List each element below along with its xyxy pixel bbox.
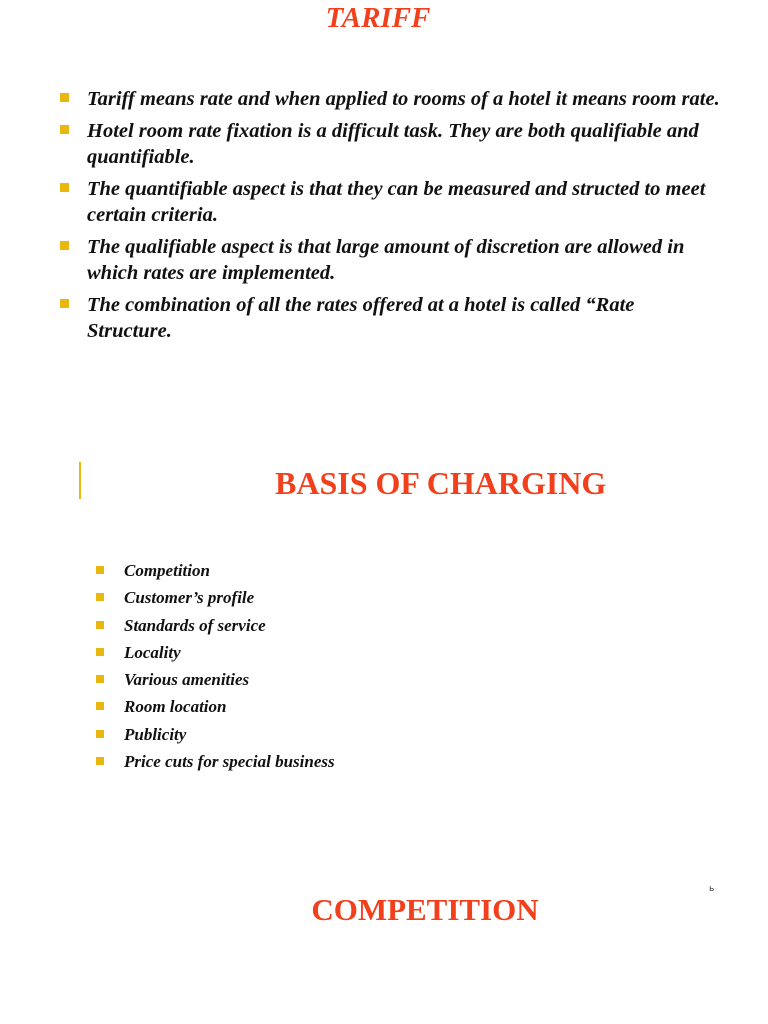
square-bullet-icon (96, 675, 104, 683)
bullet-item (96, 724, 516, 746)
bullet-text: Price cuts for special business (124, 752, 335, 772)
corner-glyph: ь (709, 884, 715, 894)
square-bullet-icon (60, 183, 69, 192)
slide-tariff (0, 0, 768, 400)
bullet-item (60, 176, 720, 228)
bullet-item (96, 669, 516, 691)
bullet-text: The combination of all the rates offered at a hotel is called “Rate Structure. (87, 294, 635, 342)
square-bullet-icon (96, 702, 104, 710)
slide-competition (0, 880, 768, 1024)
bullet-list-tariff (60, 86, 720, 350)
bullet-text: Various amenities (124, 670, 250, 690)
bullet-text: The qualifiable aspect is that large amount of discretion are allowed in which rates are implemented. (87, 236, 685, 284)
slide-basis-of-charging (0, 440, 768, 820)
square-bullet-icon (96, 730, 104, 738)
accent-bar (79, 462, 81, 499)
bullet-text: Tariff means rate and when applied to rooms of a hotel it means room rate. (87, 88, 720, 110)
bullet-item (60, 86, 720, 112)
slide-title-competition: COMPETITION (311, 892, 539, 927)
bullet-item (96, 642, 516, 664)
bullet-text: Publicity (124, 724, 187, 744)
bullet-item (60, 292, 720, 344)
bullet-item (96, 587, 516, 609)
bullet-item (96, 696, 516, 718)
bullet-item (60, 234, 720, 286)
square-bullet-icon (60, 125, 69, 134)
bullet-text: Customer’s profile (124, 588, 255, 608)
square-bullet-icon (60, 93, 69, 102)
bullet-item (96, 751, 516, 773)
bullet-item (60, 118, 720, 170)
bullet-text: The quantifiable aspect is that they can be measured and structed to meet certain criteria. (87, 178, 706, 226)
slide-title-basis-of-charging: BASIS OF CHARGING (275, 465, 607, 501)
square-bullet-icon (96, 757, 104, 765)
bullet-text: Standards of service (124, 615, 266, 635)
square-bullet-icon (60, 241, 69, 250)
bullet-text: Room location (124, 697, 227, 717)
square-bullet-icon (96, 621, 104, 629)
bullet-text: Competition (124, 561, 210, 580)
slide-title-tariff: TARIFF (325, 2, 431, 34)
bullet-text: Hotel room rate fixation is a difficult task. They are both qualifiable and quantifiable. (87, 120, 699, 168)
bullet-text: Locality (124, 642, 181, 662)
bullet-item (96, 615, 516, 637)
square-bullet-icon (60, 299, 69, 308)
bullet-list-basis (96, 560, 516, 778)
square-bullet-icon (96, 593, 104, 601)
square-bullet-icon (96, 566, 104, 574)
bullet-item (96, 560, 516, 582)
square-bullet-icon (96, 648, 104, 656)
